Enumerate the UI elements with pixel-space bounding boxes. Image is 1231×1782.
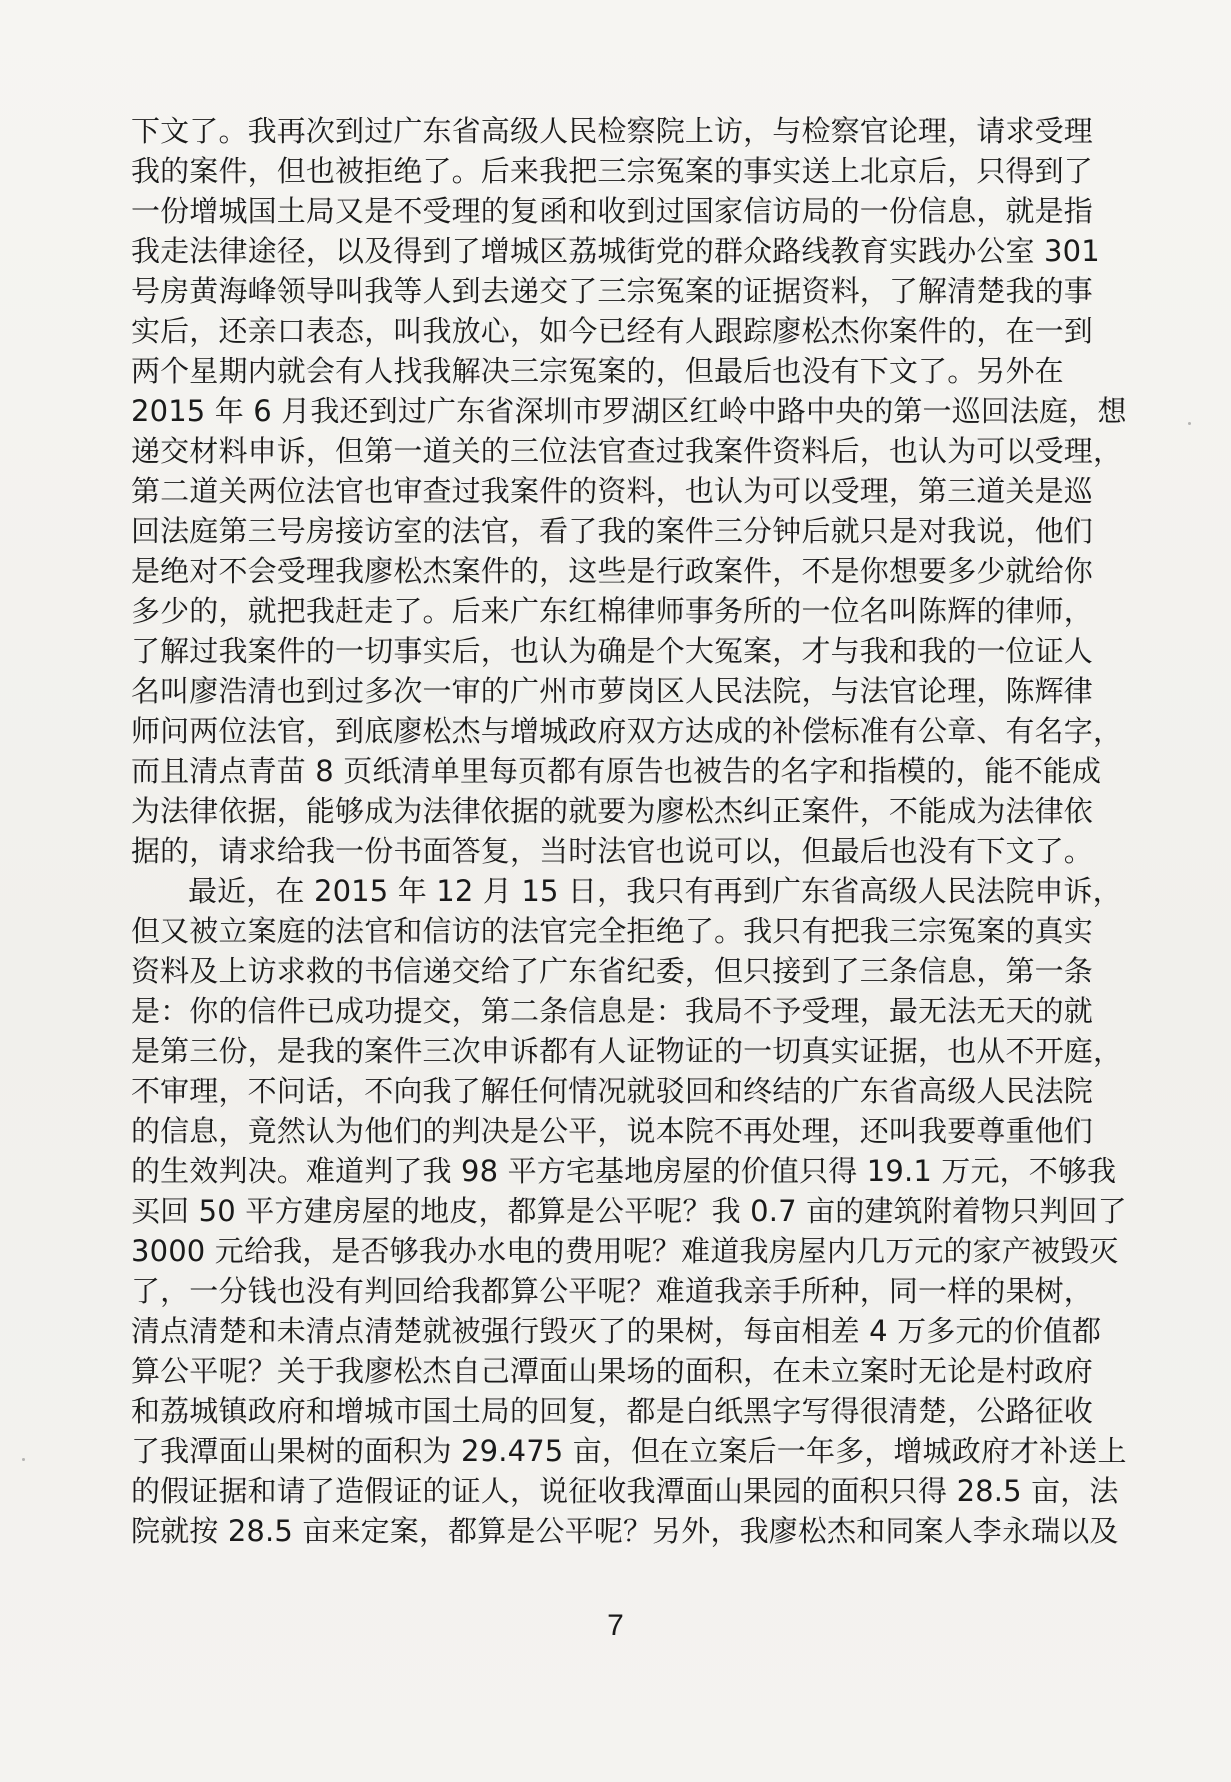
- text-line: 2015 年 6 月我还到过广东省深圳市罗湖区红岭中路中央的第一巡回法庭，想: [131, 394, 1127, 428]
- text-line: 算公平呢？关于我廖松杰自己潭面山果场的面积，在未立案时无论是村政府: [131, 1354, 1093, 1388]
- text-line: 号房黄海峰领导叫我等人到去递交了三宗冤案的证据资料，了解清楚我的事: [131, 274, 1093, 308]
- text-line: 递交材料申诉，但第一道关的三位法官查过我案件资料后，也认为可以受理，: [131, 434, 1123, 468]
- body-text: [131, 111, 1131, 1551]
- text-line: 我走法律途径，以及得到了增城区荔城街党的群众路线教育实践办公室 301: [131, 234, 1100, 268]
- text-line: 下文了。我再次到过广东省高级人民检察院上访，与检察官论理，请求受理: [131, 114, 1093, 148]
- text-line: 了我潭面山果树的面积为 29.475 亩，但在立案后一年多，增城政府才补送上: [131, 1434, 1127, 1468]
- text-line: 清点清楚和未清点清楚就被强行毁灭了的果树，每亩相差 4 万多元的价值都: [131, 1314, 1102, 1348]
- text-line: 和荔城镇政府和增城市国土局的回复，都是白纸黑字写得很清楚，公路征收: [131, 1394, 1093, 1428]
- text-line: 是绝对不会受理我廖松杰案件的，这些是行政案件，不是你想要多少就给你: [131, 554, 1093, 588]
- text-line: 院就按 28.5 亩来定案，都算是公平呢？另外，我廖松杰和同案人李永瑞以及: [131, 1514, 1119, 1548]
- text-line: 实后，还亲口表态，叫我放心，如今已经有人跟踪廖松杰你案件的，在一到: [131, 314, 1093, 348]
- scan-speck: [1188, 422, 1191, 425]
- scan-speck: [22, 1458, 25, 1461]
- text-line: 一份增城国土局又是不受理的复函和收到过国家信访局的一份信息，就是指: [131, 194, 1093, 228]
- text-line: 多少的，就把我赶走了。后来广东红棉律师事务所的一位名叫陈辉的律师，: [131, 594, 1093, 628]
- text-line: 是：你的信件已成功提交，第二条信息是：我局不予受理，最无法无天的就: [131, 994, 1093, 1028]
- text-line: 买回 50 平方建房屋的地皮，都算是公平呢？我 0.7 亩的建筑附着物只判回了: [131, 1194, 1127, 1228]
- text-line: 的假证据和请了造假证的证人，说征收我潭面山果园的面积只得 28.5 亩，法: [131, 1474, 1119, 1508]
- text-line: 师问两位法官，到底廖松杰与增城政府双方达成的补偿标准有公章、有名字，: [131, 714, 1123, 748]
- text-line: 资料及上访求救的书信递交给了广东省纪委，但只接到了三条信息，第一条: [131, 954, 1093, 988]
- text-line: 了解过我案件的一切事实后，也认为确是个大冤案，才与我和我的一位证人: [131, 634, 1093, 668]
- text-line: 我的案件，但也被拒绝了。后来我把三宗冤案的事实送上北京后，只得到了: [131, 154, 1093, 188]
- text-line: 回法庭第三号房接访室的法官，看了我的案件三分钟后就只是对我说，他们: [131, 514, 1093, 548]
- text-line: 为法律依据，能够成为法律依据的就要为廖松杰纠正案件，不能成为法律依: [131, 794, 1093, 828]
- text-line: 了，一分钱也没有判回给我都算公平呢？难道我亲手所种，同一样的果树，: [131, 1274, 1093, 1308]
- text-line: 而且清点青苗 8 页纸清单里每页都有原告也被告的名字和指模的，能不能成: [131, 754, 1102, 788]
- text-line: 的生效判决。难道判了我 98 平方宅基地房屋的价值只得 19.1 万元，不够我: [131, 1154, 1117, 1188]
- text-line: 3000 元给我，是否够我办水电的费用呢？难道我房屋内几万元的家产被毁灭: [131, 1234, 1119, 1268]
- text-line: 第二道关两位法官也审查过我案件的资料，也认为可以受理，第三道关是巡: [131, 474, 1093, 508]
- text-line: 但又被立案庭的法官和信访的法官完全拒绝了。我只有把我三宗冤案的真实: [131, 914, 1093, 948]
- text-line: 名叫廖浩清也到过多次一审的广州市萝岗区人民法院，与法官论理，陈辉律: [131, 674, 1093, 708]
- text-line: 两个星期内就会有人找我解决三宗冤案的，但最后也没有下文了。另外在: [131, 354, 1064, 388]
- text-line: 据的，请求给我一份书面答复，当时法官也说可以，但最后也没有下文了。: [131, 834, 1093, 868]
- text-line: 的信息，竟然认为他们的判决是公平，说本院不再处理，还叫我要尊重他们: [131, 1114, 1093, 1148]
- text-line: 是第三份，是我的案件三次申诉都有人证物证的一切真实证据，也从不开庭，: [131, 1034, 1123, 1068]
- paragraph-start-line: 最近，在 2015 年 12 月 15 日，我只有再到广东省高级人民法院申诉，: [188, 874, 1122, 908]
- text-line: 不审理，不问话，不向我了解任何情况就驳回和终结的广东省高级人民法院: [131, 1074, 1093, 1108]
- page-number: 7: [607, 1609, 624, 1642]
